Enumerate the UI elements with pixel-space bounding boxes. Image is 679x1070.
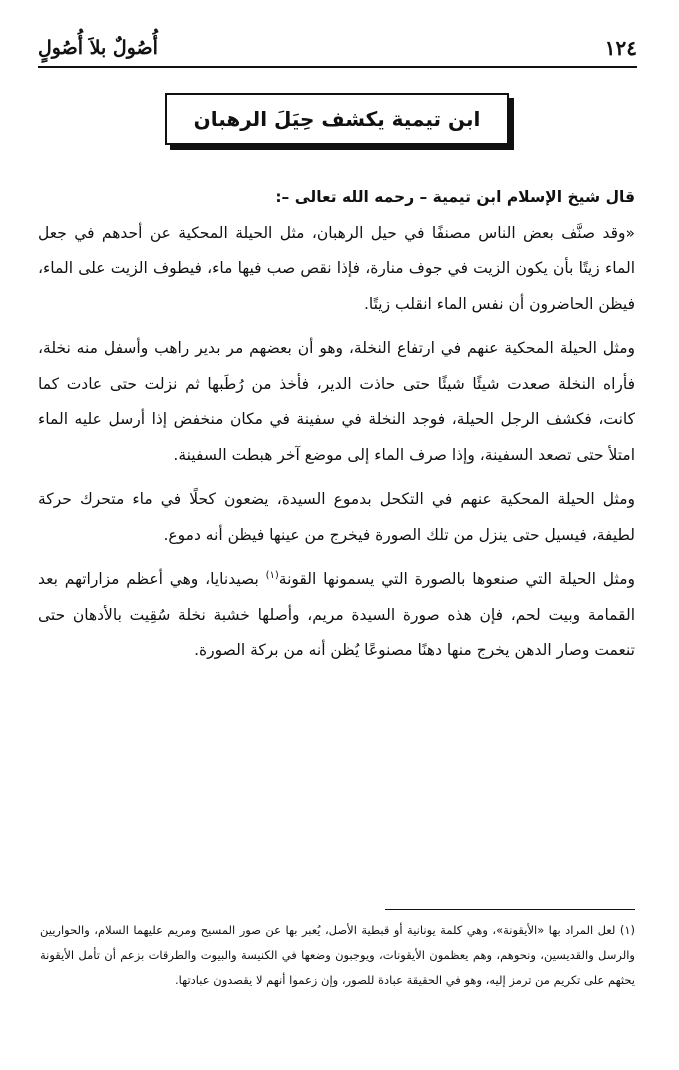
header-divider <box>38 66 637 68</box>
paragraph-text: ومثل الحيلة التي صنعوها بالصورة التي يسمونها القونة <box>278 570 635 588</box>
paragraph-text: بصيدنايا، وهي أعظم مزاراتهم بعد القمامة وبيت لحم، فإن هذه صورة السيدة مريم، وأصلها خشبة نخلة سُقِيت بالأدهان حتى تنعمت وصار الدهن يخرج منها دهنًا مصنوعًا يُظن أنه من بركة الصورة. <box>38 570 635 659</box>
footnote: (١) لعل المراد بها «الأيقونة»، وهي كلمة يونانية أو قبطية الأصل، يُعبر بها عن صور المسيح ومريم عليهما السلام، والحواريين والرسل والقديسين، ونحوهم، وهم يعظمون الأيقونات، ويوجبون وضعها في الكنيسة والبيوت والطرقات بزعم أن تأمل الأيقونة يحثهم على تكريم من ترمز إليه، وهو في الحقيقة عبادة للصور، وإن زعموا أنهم لا يقصدون عبادتها. <box>40 923 635 987</box>
main-text <box>38 180 635 678</box>
page-number: ١٢٤ <box>604 36 637 60</box>
intro-line: قال شيخ الإسلام ابن تيمية – رحمه الله تعالى –: <box>275 188 635 206</box>
section-title: ابن تيمية يكشف حِيَلَ الرهبان <box>193 107 481 131</box>
footnote-reference[interactable]: (١) <box>265 569 279 581</box>
paragraph: «وقد صنَّف بعض الناس مصنفًا في حيل الرهبان، مثل الحيلة المحكية عن أحدهم في جعل الماء زيتًا بأن يكون الزيت في جوف منارة، فإذا نقص صب فيها ماء، فيطوف الزيت على الماء، فيظن الحاضرون أن نفس الماء انقلب زيتًا. <box>38 223 635 313</box>
footnote-divider <box>385 909 635 910</box>
section-title-box <box>165 93 509 145</box>
paragraph: ومثل الحيلة المحكية عنهم في ارتفاع النخلة، وهو أن بعضهم مر بدير راهب وأسفل منه نخلة، فأراه النخلة صعدت شيئًا شيئًا حتى حاذت الدير، فأخذ من رُطَبها ثم نزلت حتى عادت كما كانت، فكشف الرجل الحيلة، فوجد النخلة في سفينة في مكان منخفض إذا أرسل عليه الماء امتلأ حتى تصعد السفينة، وإذا صرف الماء إلى موضع آخر هبطت السفينة. <box>38 339 635 464</box>
paragraph <box>38 562 635 669</box>
page-header <box>38 30 637 66</box>
running-title: أُصُولٌ بلاَ أُصُولٍ <box>38 37 158 59</box>
paragraph: ومثل الحيلة المحكية عنهم في التكحل بدموع السيدة، يضعون كحلًا في ماء متحرك حركة لطيفة، فيسيل حتى ينزل من تلك الصورة فيخرج من عينها فيظن أنه دموع. <box>38 490 635 544</box>
